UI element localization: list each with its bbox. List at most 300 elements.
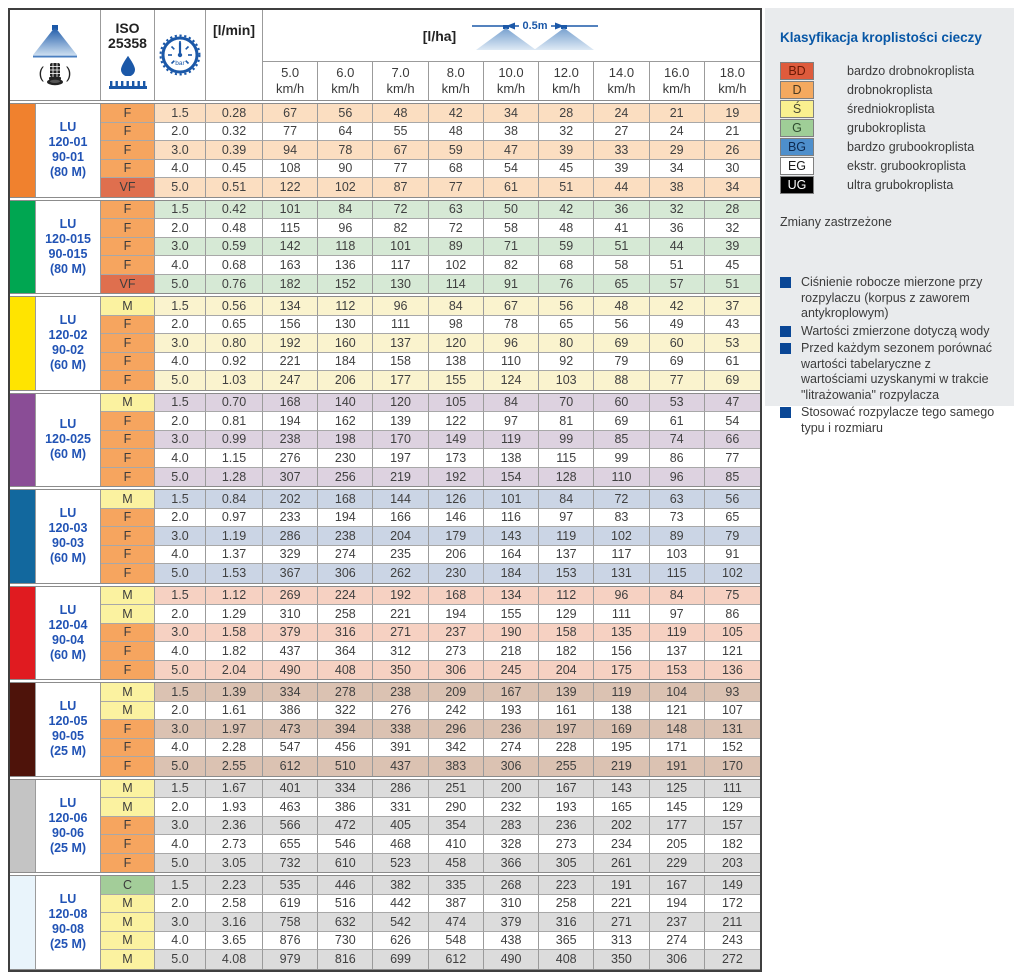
droplet-class-cell: F xyxy=(101,739,155,758)
application-rate-cell: 367 xyxy=(263,564,318,583)
application-rate-cell: 86 xyxy=(650,449,705,468)
droplet-class-cell: M xyxy=(101,683,155,702)
nozzle-model-label xyxy=(36,394,101,487)
application-rate-cell: 296 xyxy=(429,720,484,739)
application-rate-cell: 394 xyxy=(318,720,373,739)
application-rate-cell: 92 xyxy=(539,353,594,372)
application-rate-cell: 86 xyxy=(705,605,760,624)
flow-rate-cell: 1.93 xyxy=(206,798,263,817)
application-rate-cell: 47 xyxy=(705,394,760,413)
application-rate-cell: 149 xyxy=(429,431,484,450)
legend-item xyxy=(780,62,999,80)
model-line: (80 M) xyxy=(49,165,87,180)
application-rate-cell: 97 xyxy=(650,605,705,624)
application-rate-cell: 59 xyxy=(539,238,594,257)
application-rate-cell: 134 xyxy=(263,297,318,316)
application-rate-cell: 130 xyxy=(318,316,373,335)
application-rate-cell: 136 xyxy=(318,256,373,275)
group-color-swatch xyxy=(10,104,36,197)
droplet-class-cell: F xyxy=(101,757,155,776)
pressure-cell: 2.0 xyxy=(155,702,206,721)
droplet-class-cell: M xyxy=(101,895,155,914)
speed-value: 12.0 xyxy=(553,65,579,80)
flow-rate-cell: 0.99 xyxy=(206,431,263,450)
application-rate-cell: 566 xyxy=(263,817,318,836)
pressure-cell: 4.0 xyxy=(155,835,206,854)
droplet-class-cell: F xyxy=(101,201,155,220)
application-rate-cell: 184 xyxy=(318,353,373,372)
application-rate-cell: 85 xyxy=(594,431,649,450)
nozzle-model-label xyxy=(36,297,101,390)
application-rate-cell: 108 xyxy=(263,160,318,179)
application-rate-cell: 120 xyxy=(429,334,484,353)
right-paren: ) xyxy=(66,64,72,82)
application-rate-cell: 442 xyxy=(373,895,428,914)
application-rate-cell: 437 xyxy=(263,642,318,661)
application-rate-cell: 350 xyxy=(373,661,428,680)
application-rate-cell: 55 xyxy=(373,123,428,142)
flow-rate-cell: 1.67 xyxy=(206,780,263,799)
application-rate-cell: 171 xyxy=(650,739,705,758)
droplet-class-cell: F xyxy=(101,431,155,450)
application-rate-cell: 218 xyxy=(484,642,539,661)
application-rate-cell: 474 xyxy=(429,913,484,932)
application-rate-cell: 107 xyxy=(705,702,760,721)
speed-unit: km/h xyxy=(662,81,691,96)
application-rate-cell: 276 xyxy=(263,449,318,468)
application-rate-cell: 39 xyxy=(539,141,594,160)
application-rate-cell: 262 xyxy=(373,564,428,583)
application-rate-cell: 67 xyxy=(373,141,428,160)
droplet-class-cell: F xyxy=(101,412,155,431)
droplet-class-cell: F xyxy=(101,371,155,390)
group-color-swatch xyxy=(10,297,36,390)
application-rate-cell: 61 xyxy=(705,353,760,372)
nozzle-model-label xyxy=(36,780,101,873)
speed-column-header xyxy=(318,62,373,100)
speed-value: 6.0 xyxy=(336,65,355,80)
application-rate-cell: 114 xyxy=(429,275,484,294)
application-rate-cell: 131 xyxy=(594,564,649,583)
pressure-cell: 4.0 xyxy=(155,546,206,565)
application-rate-cell: 364 xyxy=(318,642,373,661)
application-rate-cell: 54 xyxy=(705,412,760,431)
speed-value: 16.0 xyxy=(664,65,690,80)
application-rate-cell: 312 xyxy=(373,642,428,661)
application-rate-cell: 168 xyxy=(263,394,318,413)
nozzle-model-label xyxy=(36,587,101,680)
flow-rate-cell: 4.08 xyxy=(206,950,263,969)
application-rate-cell: 119 xyxy=(539,527,594,546)
flow-rate-cell: 3.65 xyxy=(206,932,263,951)
bullet-square-icon xyxy=(780,326,791,337)
application-rate-cell: 154 xyxy=(484,468,539,487)
application-rate-cell: 59 xyxy=(429,141,484,160)
application-rate-cell: 203 xyxy=(705,854,760,873)
legend-item xyxy=(780,176,999,194)
application-rate-cell: 138 xyxy=(594,702,649,721)
application-rate-cell: 56 xyxy=(705,490,760,509)
application-rate-cell: 34 xyxy=(484,104,539,123)
application-rate-cell: 194 xyxy=(263,412,318,431)
application-rate-cell: 128 xyxy=(539,468,594,487)
application-rate-cell: 85 xyxy=(705,468,760,487)
application-rate-cell: 130 xyxy=(373,275,428,294)
speed-unit: km/h xyxy=(496,81,526,96)
application-rate-cell: 456 xyxy=(318,739,373,758)
nozzle-model-label xyxy=(36,201,101,294)
application-rate-cell: 172 xyxy=(705,895,760,914)
pressure-cell: 2.0 xyxy=(155,895,206,914)
application-rate-cell: 76 xyxy=(539,275,594,294)
application-rate-cell: 131 xyxy=(705,720,760,739)
application-rate-cell: 78 xyxy=(318,141,373,160)
application-rate-cell: 82 xyxy=(484,256,539,275)
model-line: LU xyxy=(59,120,77,135)
application-rate-cell: 191 xyxy=(650,757,705,776)
pressure-cell: 2.0 xyxy=(155,412,206,431)
application-rate-cell: 162 xyxy=(318,412,373,431)
flow-rate-cell: 2.73 xyxy=(206,835,263,854)
application-rate-cell: 53 xyxy=(650,394,705,413)
lha-label: [l/ha] xyxy=(422,27,457,44)
application-rate-cell: 276 xyxy=(373,702,428,721)
flow-rate-cell: 1.39 xyxy=(206,683,263,702)
application-rate-cell: 699 xyxy=(373,950,428,969)
droplet-class-cell: F xyxy=(101,141,155,160)
application-rate-cell: 89 xyxy=(650,527,705,546)
flow-rate-cell: 2.28 xyxy=(206,739,263,758)
pressure-cell: 2.0 xyxy=(155,219,206,238)
ruler-icon xyxy=(109,80,147,89)
droplet-class-cell: F xyxy=(101,720,155,739)
droplet-class-cell: F xyxy=(101,123,155,142)
application-rate-cell: 21 xyxy=(705,123,760,142)
application-rate-cell: 137 xyxy=(373,334,428,353)
application-rate-cell: 202 xyxy=(594,817,649,836)
application-rate-cell: 137 xyxy=(539,546,594,565)
droplet-class-cell: M xyxy=(101,913,155,932)
application-rate-cell: 68 xyxy=(429,160,484,179)
model-line: LU xyxy=(59,417,77,432)
application-rate-cell: 37 xyxy=(705,297,760,316)
flow-rate-cell: 0.51 xyxy=(206,178,263,197)
application-rate-cell: 386 xyxy=(318,798,373,817)
application-rate-cell: 96 xyxy=(484,334,539,353)
application-rate-cell: 135 xyxy=(594,624,649,643)
pressure-cell: 5.0 xyxy=(155,178,206,197)
application-rate-cell: 157 xyxy=(705,817,760,836)
application-rate-cell: 101 xyxy=(373,238,428,257)
application-rate-cell: 548 xyxy=(429,932,484,951)
application-rate-cell: 153 xyxy=(650,661,705,680)
application-rate-cell: 197 xyxy=(539,720,594,739)
application-rate-cell: 221 xyxy=(594,895,649,914)
rights-reserved-note: Zmiany zastrzeżone xyxy=(780,215,892,229)
application-rate-cell: 163 xyxy=(263,256,318,275)
application-rate-cell: 365 xyxy=(539,932,594,951)
speed-unit: km/h xyxy=(276,81,305,96)
speed-value: 8.0 xyxy=(446,65,465,80)
model-line: 90-03 xyxy=(52,536,84,551)
application-rate-cell: 758 xyxy=(263,913,318,932)
application-rate-cell: 53 xyxy=(705,334,760,353)
application-rate-cell: 138 xyxy=(429,353,484,372)
application-rate-cell: 979 xyxy=(263,950,318,969)
flow-rate-cell: 1.12 xyxy=(206,587,263,606)
pressure-cell: 3.0 xyxy=(155,720,206,739)
application-rate-cell: 64 xyxy=(318,123,373,142)
application-rate-cell: 237 xyxy=(429,624,484,643)
application-rate-cell: 156 xyxy=(263,316,318,335)
application-rate-cell: 202 xyxy=(263,490,318,509)
speed-column-header xyxy=(650,62,705,100)
speed-unit: km/h xyxy=(386,81,415,96)
bullet-square-icon xyxy=(780,407,791,418)
application-rate-cell: 204 xyxy=(539,661,594,680)
application-rate-cell: 468 xyxy=(373,835,428,854)
model-line: 120-08 xyxy=(48,907,88,922)
droplet-class-cell: M xyxy=(101,702,155,721)
application-rate-cell: 546 xyxy=(318,835,373,854)
legend-item-label: bardzo drobnokroplista xyxy=(847,64,975,78)
pressure-cell: 3.0 xyxy=(155,913,206,932)
application-rate-cell: 463 xyxy=(263,798,318,817)
application-rate-cell: 93 xyxy=(705,683,760,702)
application-rate-cell: 84 xyxy=(650,587,705,606)
pressure-cell: 2.0 xyxy=(155,316,206,335)
flow-rate-cell: 0.45 xyxy=(206,160,263,179)
pressure-cell: 5.0 xyxy=(155,468,206,487)
droplet-class-cell: F xyxy=(101,449,155,468)
application-rate-cell: 67 xyxy=(263,104,318,123)
application-rate-cell: 206 xyxy=(318,371,373,390)
application-rate-cell: 322 xyxy=(318,702,373,721)
model-line: 120-01 xyxy=(48,135,88,150)
gauge-unit-label: bar xyxy=(175,60,185,67)
speed-column-header xyxy=(263,62,318,100)
model-line: (25 M) xyxy=(49,937,87,952)
application-rate-cell: 170 xyxy=(373,431,428,450)
application-rate-cell: 198 xyxy=(318,431,373,450)
application-rate-cell: 117 xyxy=(594,546,649,565)
application-rate-cell: 261 xyxy=(594,854,649,873)
pressure-cell: 4.0 xyxy=(155,932,206,951)
pressure-cell: 5.0 xyxy=(155,854,206,873)
application-rate-cell: 193 xyxy=(539,798,594,817)
application-rate-cell: 68 xyxy=(539,256,594,275)
pressure-cell: 1.5 xyxy=(155,394,206,413)
application-rate-cell: 77 xyxy=(263,123,318,142)
application-rate-cell: 342 xyxy=(429,739,484,758)
application-rate-cell: 274 xyxy=(318,546,373,565)
legend-item-label: ekstr. grubookroplista xyxy=(847,159,966,173)
flow-rate-cell: 0.84 xyxy=(206,490,263,509)
model-line: (80 M) xyxy=(49,261,87,276)
nozzle-model-label xyxy=(36,490,101,583)
pressure-cell: 1.5 xyxy=(155,201,206,220)
application-rate-cell: 166 xyxy=(373,509,428,528)
application-rate-cell: 238 xyxy=(373,683,428,702)
pressure-cell: 5.0 xyxy=(155,757,206,776)
application-rate-cell: 36 xyxy=(650,219,705,238)
application-rate-cell: 137 xyxy=(650,642,705,661)
application-rate-cell: 27 xyxy=(594,123,649,142)
application-rate-cell: 65 xyxy=(594,275,649,294)
application-rate-cell: 366 xyxy=(484,854,539,873)
speed-unit: km/h xyxy=(441,81,470,96)
droplet-class-cell: F xyxy=(101,624,155,643)
spray-cone-icon xyxy=(32,25,78,59)
pressure-cell: 1.5 xyxy=(155,780,206,799)
application-rate-cell: 191 xyxy=(594,876,649,895)
application-rate-cell: 235 xyxy=(373,546,428,565)
application-rate-cell: 204 xyxy=(373,527,428,546)
application-rate-cell: 438 xyxy=(484,932,539,951)
application-rate-cell: 121 xyxy=(705,642,760,661)
application-rate-cell: 192 xyxy=(429,468,484,487)
application-rate-cell: 354 xyxy=(429,817,484,836)
application-rate-cell: 48 xyxy=(594,297,649,316)
application-rate-cell: 115 xyxy=(263,219,318,238)
nozzle-group xyxy=(10,296,760,391)
application-rate-cell: 229 xyxy=(650,854,705,873)
application-rate-cell: 542 xyxy=(373,913,428,932)
application-rate-cell: 173 xyxy=(429,449,484,468)
droplet-class-swatch: BD xyxy=(780,62,814,80)
flow-rate-cell: 2.04 xyxy=(206,661,263,680)
pressure-cell: 3.0 xyxy=(155,527,206,546)
application-rate-cell: 221 xyxy=(263,353,318,372)
application-rate-cell: 219 xyxy=(594,757,649,776)
application-rate-cell: 102 xyxy=(318,178,373,197)
nozzle-group xyxy=(10,489,760,584)
application-rate-cell: 278 xyxy=(318,683,373,702)
application-rate-cell: 237 xyxy=(650,913,705,932)
application-rate-cell: 58 xyxy=(594,256,649,275)
application-rate-cell: 158 xyxy=(539,624,594,643)
application-rate-cell: 379 xyxy=(484,913,539,932)
application-rate-cell: 38 xyxy=(484,123,539,142)
droplet-class-cell: F xyxy=(101,219,155,238)
nozzle-group xyxy=(10,103,760,198)
application-rate-cell: 306 xyxy=(484,757,539,776)
application-rate-cell: 84 xyxy=(318,201,373,220)
application-rate-cell: 58 xyxy=(484,219,539,238)
application-rate-cell: 105 xyxy=(705,624,760,643)
application-rate-cell: 306 xyxy=(318,564,373,583)
application-rate-cell: 19 xyxy=(705,104,760,123)
application-rate-cell: 103 xyxy=(650,546,705,565)
model-line: 90-01 xyxy=(52,150,84,165)
droplet-class-cell: F xyxy=(101,527,155,546)
application-rate-cell: 72 xyxy=(429,219,484,238)
flow-rate-cell: 0.42 xyxy=(206,201,263,220)
application-rate-cell: 119 xyxy=(650,624,705,643)
application-rate-cell: 155 xyxy=(429,371,484,390)
application-rate-cell: 77 xyxy=(429,178,484,197)
application-rate-cell: 79 xyxy=(705,527,760,546)
model-line: (60 M) xyxy=(49,551,87,566)
application-rate-cell: 117 xyxy=(373,256,428,275)
application-rate-cell: 306 xyxy=(429,661,484,680)
speed-value: 5.0 xyxy=(281,65,300,80)
pressure-cell: 5.0 xyxy=(155,371,206,390)
application-rate-cell: 112 xyxy=(539,587,594,606)
droplet-class-cell: F xyxy=(101,546,155,565)
droplet-class-cell: F xyxy=(101,835,155,854)
application-rate-cell: 138 xyxy=(484,449,539,468)
application-rate-cell: 82 xyxy=(373,219,428,238)
application-rate-cell: 205 xyxy=(650,835,705,854)
application-rate-cell: 197 xyxy=(373,449,428,468)
legend-item-label: średniokroplista xyxy=(847,102,935,116)
application-rate-cell: 238 xyxy=(318,527,373,546)
application-rate-cell: 32 xyxy=(539,123,594,142)
application-rate-cell: 99 xyxy=(594,449,649,468)
application-rate-cell: 182 xyxy=(705,835,760,854)
application-rate-cell: 153 xyxy=(539,564,594,583)
application-rate-cell: 230 xyxy=(429,564,484,583)
application-rate-cell: 124 xyxy=(484,371,539,390)
application-rate-cell: 69 xyxy=(705,371,760,390)
pressure-cell: 5.0 xyxy=(155,950,206,969)
lmin-label: [l/min] xyxy=(213,22,255,38)
droplet-class-cell: F xyxy=(101,160,155,179)
flow-rate-cell: 0.70 xyxy=(206,394,263,413)
flow-rate-table xyxy=(8,8,762,972)
application-rate-cell: 90 xyxy=(318,160,373,179)
application-rate-cell: 61 xyxy=(484,178,539,197)
notes-list xyxy=(780,275,999,436)
nozzle-group xyxy=(10,586,760,681)
application-rate-cell: 80 xyxy=(539,334,594,353)
application-rate-cell: 43 xyxy=(705,316,760,335)
legend-item xyxy=(780,157,999,175)
application-rate-cell: 49 xyxy=(650,316,705,335)
application-rate-cell: 44 xyxy=(650,238,705,257)
note-text: Stosować rozpylacze tego samego typu i rozmiaru xyxy=(801,405,995,435)
iso-label-line1: ISO xyxy=(115,20,140,36)
nozzle-model-label xyxy=(36,683,101,776)
application-rate-cell: 334 xyxy=(318,780,373,799)
pressure-cell: 4.0 xyxy=(155,353,206,372)
speed-value: 14.0 xyxy=(608,65,635,80)
flow-rate-cell: 2.36 xyxy=(206,817,263,836)
pressure-cell: 3.0 xyxy=(155,238,206,257)
model-line: 120-02 xyxy=(48,328,88,343)
application-rate-cell: 111 xyxy=(373,316,428,335)
application-rate-cell: 116 xyxy=(484,509,539,528)
application-rate-cell: 251 xyxy=(429,780,484,799)
application-rate-cell: 619 xyxy=(263,895,318,914)
model-line: 90-02 xyxy=(52,343,84,358)
pressure-gauge-icon xyxy=(158,33,202,77)
application-rate-cell: 115 xyxy=(650,564,705,583)
droplet-icon xyxy=(120,55,136,76)
application-rate-cell: 61 xyxy=(650,412,705,431)
header-iso-cell xyxy=(101,10,155,100)
model-line: 90-08 xyxy=(52,922,84,937)
droplet-class-cell: M xyxy=(101,490,155,509)
application-rate-cell: 626 xyxy=(373,932,428,951)
application-rate-cell: 168 xyxy=(318,490,373,509)
application-rate-cell: 42 xyxy=(539,201,594,220)
application-rate-cell: 194 xyxy=(650,895,705,914)
droplet-class-cell: F xyxy=(101,854,155,873)
application-rate-cell: 51 xyxy=(594,238,649,257)
application-rate-cell: 194 xyxy=(318,509,373,528)
